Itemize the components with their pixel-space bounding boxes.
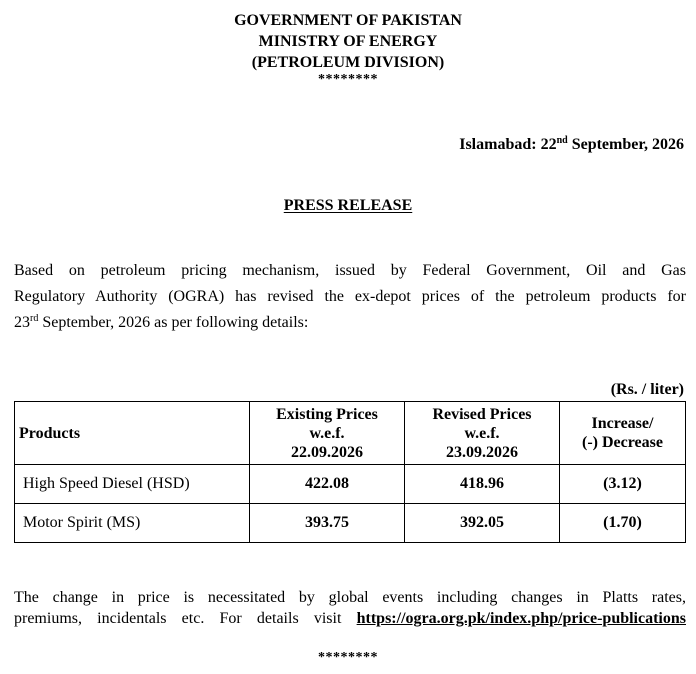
table-header-row bbox=[15, 402, 686, 465]
intro-line-3 bbox=[14, 310, 686, 336]
ogra-price-link[interactable]: https://ogra.org.pk/index.php/price-publications bbox=[356, 610, 686, 627]
intro-line-3-rest: September, 2026 as per following details: bbox=[38, 314, 309, 331]
table-row bbox=[15, 465, 686, 504]
header-existing-line: w.e.f. bbox=[309, 424, 345, 442]
product-name: Motor Spirit (MS) bbox=[15, 504, 250, 543]
existing-price: 422.08 bbox=[250, 465, 405, 504]
header-products: Products bbox=[15, 402, 250, 465]
closing-line-2 bbox=[14, 608, 686, 629]
footer-separator: ******** bbox=[318, 650, 378, 665]
header-separator: ******** bbox=[318, 72, 378, 87]
header-change-line: Increase/ bbox=[591, 415, 654, 432]
closing-line-1: The change in price is necessitated by global events including changes in Platts rates, bbox=[14, 589, 686, 606]
header-revised-line: w.e.f. bbox=[464, 424, 500, 442]
header-existing-line: Existing Prices bbox=[276, 405, 378, 423]
price-change: (3.12) bbox=[560, 465, 686, 504]
existing-price: 393.75 bbox=[250, 504, 405, 543]
header-existing-line: 22.09.2026 bbox=[291, 443, 363, 461]
intro-line-1: Based on petroleum pricing mechanism, issued by Federal Government, Oil and Gas bbox=[14, 262, 686, 279]
header-change-line: (-) Decrease bbox=[582, 434, 663, 451]
header-ministry: MINISTRY OF ENERGY bbox=[258, 33, 438, 50]
header-existing-prices bbox=[250, 402, 405, 465]
product-name: High Speed Diesel (HSD) bbox=[15, 465, 250, 504]
intro-date-prefix: 23 bbox=[14, 314, 30, 331]
header-change bbox=[560, 402, 686, 465]
header-government: GOVERNMENT OF PAKISTAN bbox=[234, 12, 462, 29]
table-row bbox=[15, 504, 686, 543]
price-unit: (Rs. / liter) bbox=[610, 381, 684, 398]
intro-line-2: Regulatory Authority (OGRA) has revised the ex-depot prices of the petroleum products for bbox=[14, 288, 686, 305]
intro-date-ordinal: rd bbox=[30, 313, 39, 324]
header-revised-prices bbox=[405, 402, 560, 465]
closing-line-2-text: premiums, incidentals etc. For details visit bbox=[14, 610, 357, 627]
revised-price: 418.96 bbox=[405, 465, 560, 504]
revised-price: 392.05 bbox=[405, 504, 560, 543]
dateline bbox=[459, 136, 684, 154]
dateline-prefix: Islamabad: 22 bbox=[459, 136, 557, 153]
dateline-ordinal: nd bbox=[556, 135, 568, 146]
price-change: (1.70) bbox=[560, 504, 686, 543]
price-table bbox=[14, 401, 686, 543]
header-division: (PETROLEUM DIVISION) bbox=[251, 54, 445, 71]
closing-paragraph bbox=[14, 587, 686, 629]
header-revised-line: Revised Prices bbox=[432, 405, 532, 423]
intro-paragraph bbox=[14, 258, 686, 336]
header-revised-line: 23.09.2026 bbox=[446, 443, 518, 461]
dateline-rest: September, 2026 bbox=[567, 136, 684, 153]
page-title: PRESS RELEASE bbox=[283, 197, 413, 214]
